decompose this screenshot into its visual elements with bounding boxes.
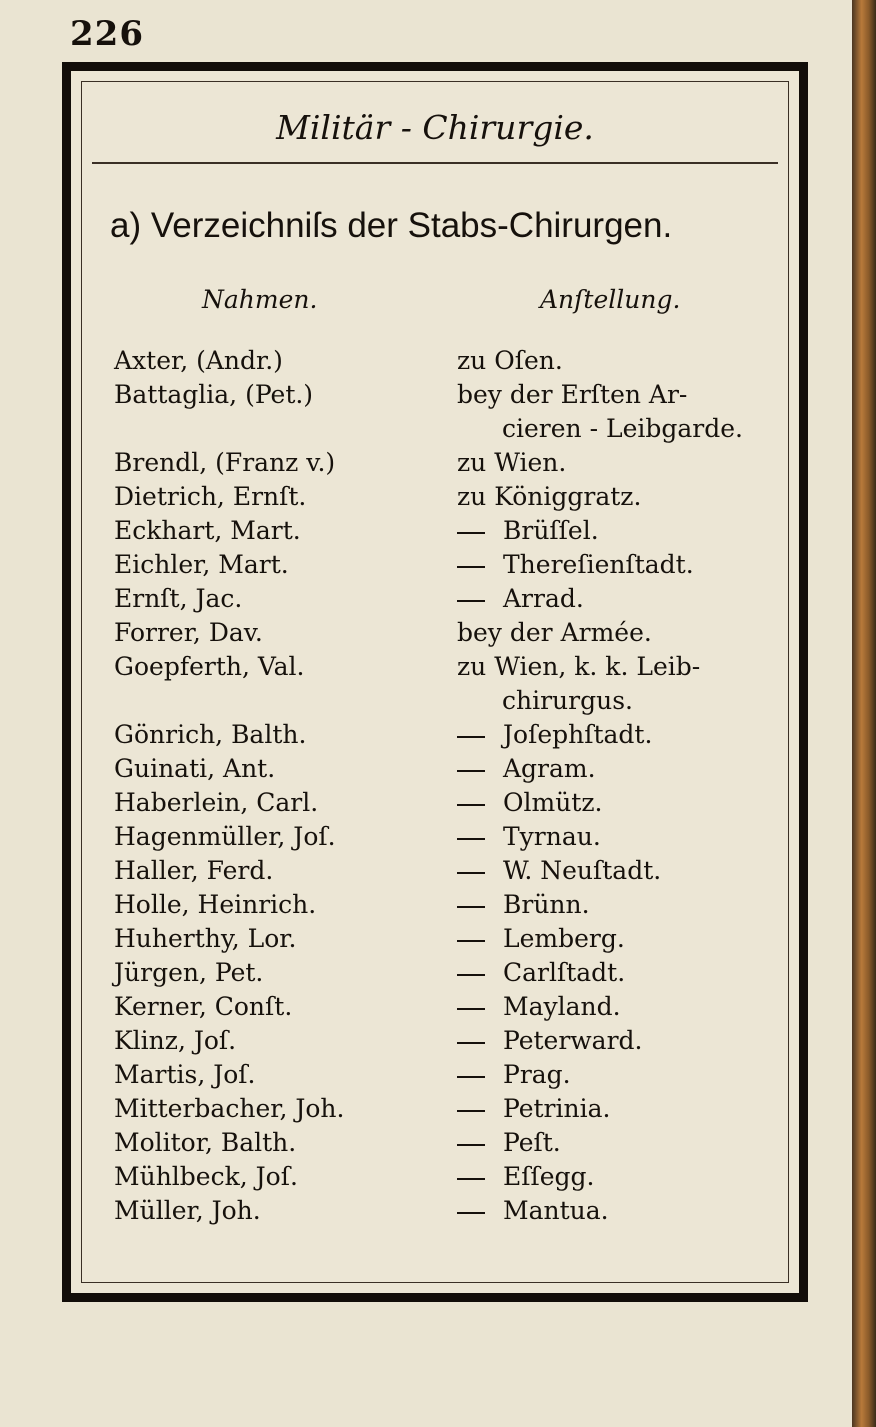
posting [457, 718, 804, 752]
surgeon-name: Dietrich, Ernſt. [114, 482, 307, 511]
surgeon-name: Jürgen, Pet. [114, 958, 264, 987]
posting [457, 1058, 804, 1092]
ditto-dash [457, 804, 485, 806]
ditto-dash [457, 532, 485, 534]
list-item [114, 344, 804, 378]
ditto-dash [457, 1178, 485, 1180]
posting-text: zu Oſen. [457, 346, 563, 375]
list-item [114, 888, 804, 922]
posting [457, 1024, 804, 1058]
posting-text: Thereſienſtadt. [503, 550, 694, 579]
posting [457, 378, 804, 446]
posting [457, 1126, 804, 1160]
posting-text: Mayland. [503, 992, 621, 1021]
posting-text: W. Neuſtadt. [503, 856, 662, 885]
surgeon-name: Mühlbeck, Joſ. [114, 1162, 298, 1191]
posting-text: zu Wien. [457, 448, 567, 477]
surgeon-name: Kerner, Conſt. [114, 992, 293, 1021]
ditto-dash [457, 736, 485, 738]
posting [457, 650, 804, 718]
column-header-names: Nahmen. [202, 285, 318, 314]
surgeon-name: Forrer, Dav. [114, 618, 263, 647]
list-item [114, 1024, 804, 1058]
posting-text: bey der Armée. [457, 618, 652, 647]
ditto-dash [457, 940, 485, 942]
posting-text: Petrinia. [503, 1094, 611, 1123]
list-item [114, 548, 804, 582]
posting [457, 548, 804, 582]
surgeon-name: Mitterbacher, Joh. [114, 1094, 345, 1123]
header-rule [92, 162, 778, 164]
list-item [114, 650, 804, 718]
posting [457, 888, 804, 922]
list-item [114, 514, 804, 548]
list-item [114, 1194, 804, 1228]
column-header-postings: Anſtellung. [540, 285, 681, 314]
posting-text: Joſephſtadt. [503, 720, 653, 749]
book-page-edge [852, 0, 876, 1427]
posting [457, 1092, 804, 1126]
posting-text: Peterward. [503, 1026, 643, 1055]
surgeon-name: Müller, Joh. [114, 1196, 261, 1225]
page-number: 226 [70, 14, 144, 54]
surgeon-name: Ernſt, Jac. [114, 584, 243, 613]
surgeon-name: Hagenmüller, Joſ. [114, 822, 336, 851]
list-item [114, 922, 804, 956]
list-item [114, 1160, 804, 1194]
surgeon-name: Molitor, Balth. [114, 1128, 297, 1157]
posting [457, 446, 804, 480]
posting-text: Arrad. [503, 584, 584, 613]
ditto-dash [457, 600, 485, 602]
ditto-dash [457, 872, 485, 874]
surgeon-name: Haberlein, Carl. [114, 788, 319, 817]
surgeon-name: Haller, Ferd. [114, 856, 274, 885]
surgeon-name: Goepferth, Val. [114, 652, 305, 681]
posting-text: Prag. [503, 1060, 571, 1089]
list-item [114, 854, 804, 888]
surgeon-name: Gönrich, Balth. [114, 720, 307, 749]
section-title: a) Verzeichniſs der Stabs-Chirurgen. [110, 206, 673, 245]
list-item [114, 616, 804, 650]
header-title: Militär - Chirurgie. [276, 108, 594, 147]
surgeon-name: Battaglia, (Pet.) [114, 380, 314, 409]
surgeon-name: Guinati, Ant. [114, 754, 276, 783]
list-item [114, 582, 804, 616]
list-item [114, 956, 804, 990]
list-item [114, 820, 804, 854]
posting-text: bey der Erſten Ar- [457, 380, 688, 409]
ditto-dash [457, 974, 485, 976]
surgeon-name: Martis, Joſ. [114, 1060, 256, 1089]
list-item [114, 1058, 804, 1092]
posting [457, 582, 804, 616]
posting-continuation: cieren - Leibgarde. [502, 414, 743, 443]
ditto-dash [457, 770, 485, 772]
surgeon-name: Brendl, (Franz v.) [114, 448, 336, 477]
posting [457, 752, 804, 786]
ditto-dash [457, 838, 485, 840]
posting-text: Brünn. [503, 890, 590, 919]
posting-text: zu Wien, k. k. Leib- [457, 652, 701, 681]
posting [457, 344, 804, 378]
list-item [114, 480, 804, 514]
posting-text: Eſſegg. [503, 1162, 595, 1191]
ditto-dash [457, 1110, 485, 1112]
list-item [114, 752, 804, 786]
ditto-dash [457, 1076, 485, 1078]
posting-text: Brüſſel. [503, 516, 599, 545]
posting [457, 922, 804, 956]
posting-text: Carlſtadt. [503, 958, 626, 987]
list-item [114, 990, 804, 1024]
list-item [114, 1126, 804, 1160]
posting [457, 1160, 804, 1194]
entries-list [114, 344, 804, 1228]
surgeon-name: Eckhart, Mart. [114, 516, 301, 545]
posting-text: Tyrnau. [503, 822, 601, 851]
posting [457, 820, 804, 854]
posting [457, 854, 804, 888]
posting [457, 480, 804, 514]
posting-text: Olmütz. [503, 788, 603, 817]
list-item [114, 718, 804, 752]
ditto-dash [457, 566, 485, 568]
surgeon-name: Holle, Heinrich. [114, 890, 317, 919]
posting [457, 514, 804, 548]
posting [457, 786, 804, 820]
ditto-dash [457, 1008, 485, 1010]
posting-text: zu Königgratz. [457, 482, 642, 511]
surgeon-name: Huherthy, Lor. [114, 924, 297, 953]
posting-text: Mantua. [503, 1196, 609, 1225]
posting [457, 616, 804, 650]
list-item [114, 1092, 804, 1126]
surgeon-name: Klinz, Joſ. [114, 1026, 237, 1055]
bordered-frame [62, 62, 808, 1302]
ditto-dash [457, 1144, 485, 1146]
list-item [114, 378, 804, 446]
ditto-dash [457, 906, 485, 908]
list-item [114, 786, 804, 820]
posting-text: Lemberg. [503, 924, 625, 953]
posting [457, 990, 804, 1024]
surgeon-name: Axter, (Andr.) [114, 346, 283, 375]
posting [457, 1194, 804, 1228]
posting-text: Agram. [503, 754, 596, 783]
surgeon-name: Eichler, Mart. [114, 550, 289, 579]
list-item [114, 446, 804, 480]
inner-border [81, 81, 789, 1283]
posting [457, 956, 804, 990]
ditto-dash [457, 1212, 485, 1214]
posting-text: Peſt. [503, 1128, 561, 1157]
posting-continuation: chirurgus. [502, 686, 633, 715]
ditto-dash [457, 1042, 485, 1044]
